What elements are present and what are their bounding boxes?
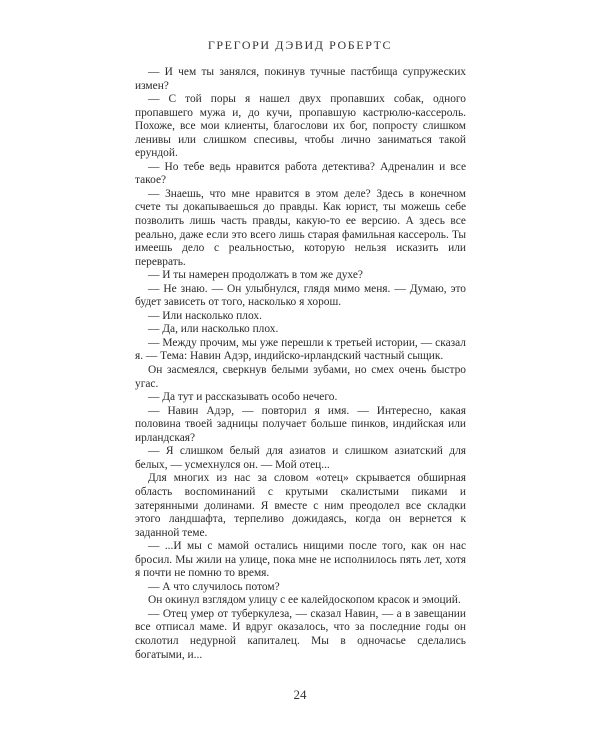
paragraph: — Знаешь, что мне нравится в этом деле? Здесь в конечном счете ты докапываешься до правды. Как юрист, ты можешь себе позволить лишь часть правды, какую-то ее версию. А здесь все реально, даже если это всего лишь старая фамильная кассероль. Ты имеешь дело с реальностью, которую нельзя исказить или переврать. xyxy=(135,187,466,268)
paragraph: Он окинул взглядом улицу с ее калейдоскопом красок и эмоций. xyxy=(148,594,461,607)
paragraph: — Не знаю. — Он улыбнулся, глядя мимо меня. — Думаю, это будет зависеть от того, насколько я хорош. xyxy=(135,282,466,309)
paragraph: — Между прочим, мы уже перешли к третьей истории, — сказал я. — Тема: Навин Адэр, индийско-ирландский частный сыщик. xyxy=(135,336,466,363)
paragraph: — Или насколько плох. xyxy=(148,309,262,322)
paragraph: — Навин Адэр, — повторил я имя. — Интересно, какая половина твоей задницы получает больше пинков, индийская или ирландская? xyxy=(135,404,466,444)
body-text xyxy=(135,66,466,662)
paragraph: — Да, или насколько плох. xyxy=(148,323,279,336)
paragraph: — Но тебе ведь нравится работа детектива? Адреналин и все такое? xyxy=(135,160,466,187)
paragraph: — Да тут и рассказывать особо нечего. xyxy=(148,391,338,404)
paragraph: Для многих из нас за словом «отец» скрывается обширная область воспоминаний с крутыми скалистыми пиками и затерянными долинами. Я вместе с ним преодолел все складки этого ландшафта, терпеливо дожидаясь, когда он вернется к заданной теме. xyxy=(135,472,466,539)
paragraph: — С той поры я нашел двух пропавших собак, одного пропавшего мужа и, до кучи, пропавшую кастрюлю-кассероль. Похоже, все мои клиенты, благослови их бог, попросту слишком ленивы или слишком спесивы, чтобы лично заниматься такой ерундой. xyxy=(135,93,466,160)
paragraph: Он засмеялся, сверкнув белыми зубами, но смех очень быстро угас. xyxy=(135,364,466,390)
paragraph: — ...И мы с мамой остались нищими после того, как он нас бросил. Мы жили на улице, пока мне не исполнилось пять лет, хотя я почти не помню то время. xyxy=(135,540,466,580)
paragraph: — А что случилось потом? xyxy=(148,580,280,593)
paragraph: — Отец умер от туберкулеза, — сказал Навин, — а в завещании все отписал маме. И вдруг оказалось, что за последние годы он сколотил недурной капиталец. Мы в одночасье сделались богатыми, и... xyxy=(135,607,466,661)
page-number: 24 xyxy=(293,687,307,702)
paragraph: — Я слишком белый для азиатов и слишком азиатский для белых, — усмехнулся он. — Мой отец... xyxy=(135,445,466,471)
paragraph: — И чем ты занялся, покинув тучные пастбища супружеских измен? xyxy=(135,66,466,92)
running-header-author: ГРЕГОРИ ДЭВИД РОБЕРТС xyxy=(207,38,393,52)
paragraph: — И ты намерен продолжать в том же духе? xyxy=(148,269,363,282)
